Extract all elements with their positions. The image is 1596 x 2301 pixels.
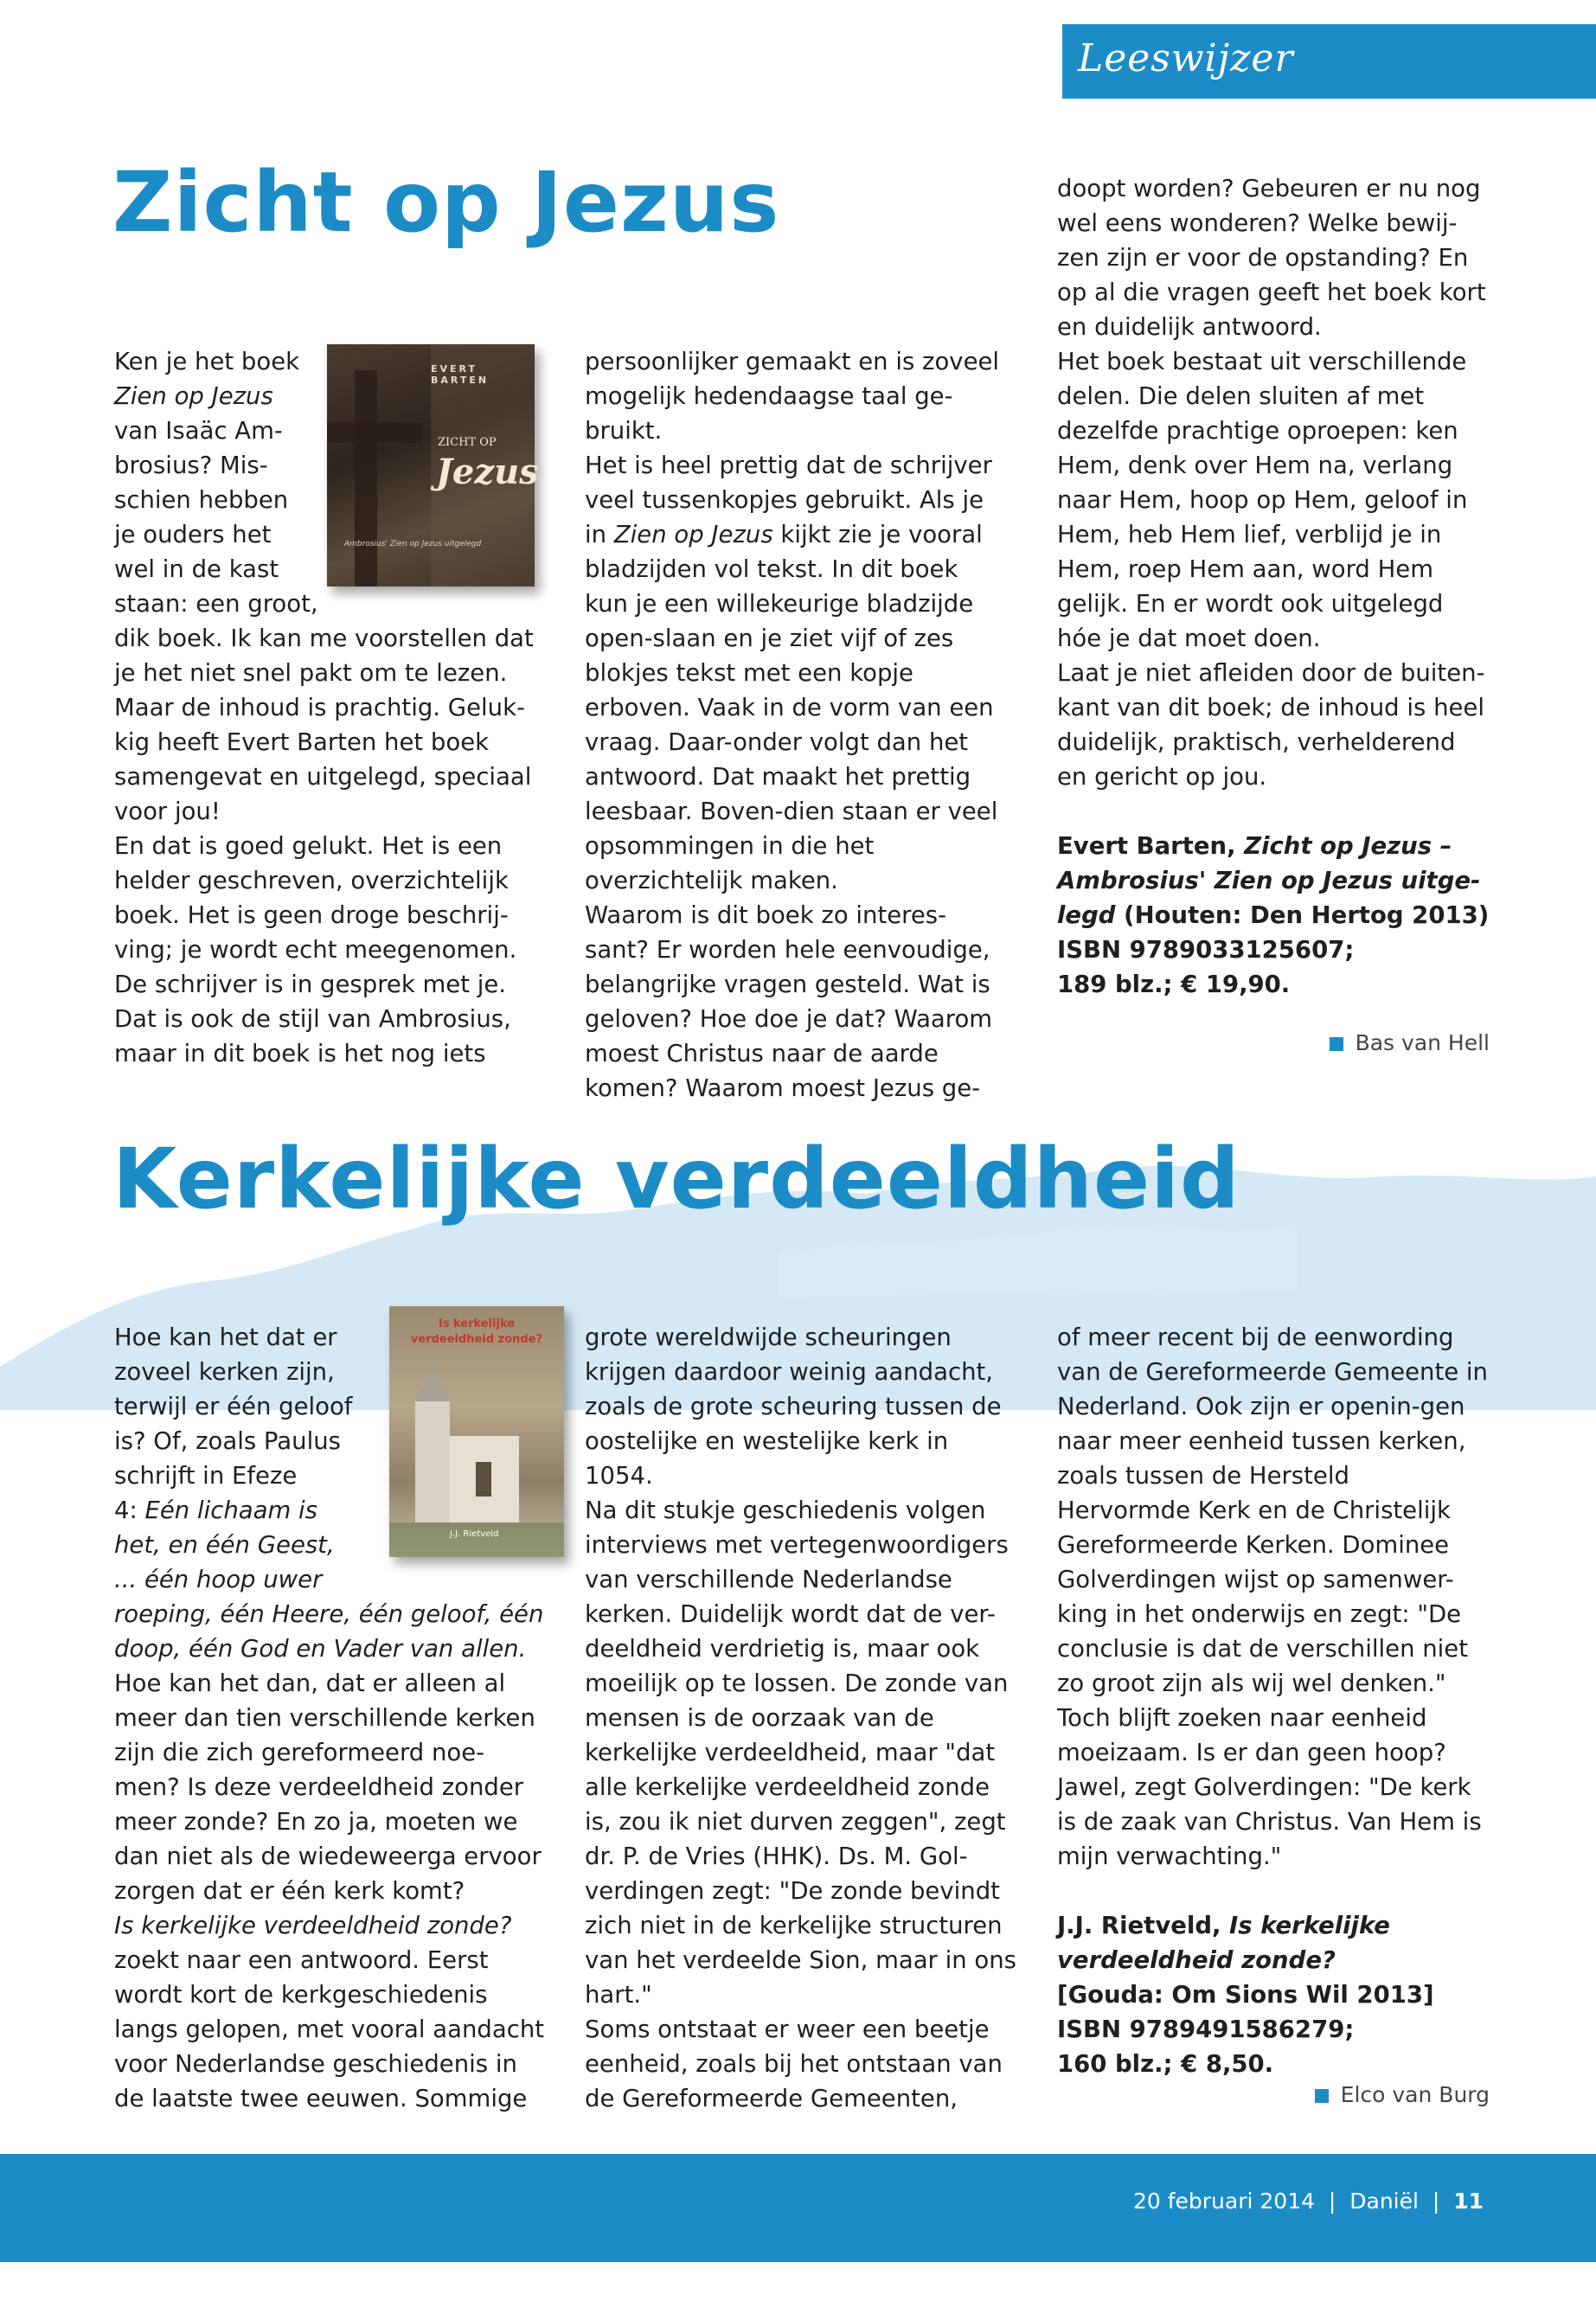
- text-line: van Isaäc Am-: [114, 417, 283, 445]
- text-line: het, en één Geest,: [114, 1531, 335, 1559]
- issue-date: 20 februari 2014: [1132, 2189, 1316, 2214]
- square-bullet-icon: [1315, 2089, 1329, 2103]
- paragraph: Laat je niet afleiden door de buiten-kant van dit boek; de inhoud is heel duidelijk, praktisch, verhelderend en gericht op jou.: [1057, 659, 1485, 791]
- byline: Elco van Burg: [1057, 2078, 1490, 2112]
- page-number: 11: [1453, 2189, 1484, 2214]
- paragraph: Na dit stukje geschiedenis volgen interviews met vertegenwoordigers van verschillende Nederlandse kerken. Duidelijk wordt dat de ver-deeldheid verdrietig is, maar ook moeilijk op te lossen. De zonde van mensen is de oorzaak van de kerkelijke verdeeldheid, maar "dat alle kerkelijke verdeeldheid zonde is, zou ik niet durven zeggen", zegt dr. P. de Vries (HHK). Ds. M. Gol-verdingen zegt: "De zonde bevindt zich niet in de kerkelijke structuren van het verdeelde Sion, maar in ons hart.": [585, 1497, 1017, 2009]
- article2-title: Kerkelijke verdeeldheid: [112, 1131, 1240, 1227]
- text-line: staan: een groot,: [114, 590, 318, 618]
- article1-column-2: [585, 344, 1009, 1106]
- magazine-name: Daniël: [1349, 2189, 1419, 2214]
- article1-column-1: [114, 344, 547, 1071]
- text-line: is? Of, zoals Paulus: [114, 1427, 341, 1455]
- text-line: zoveel kerken zijn,: [114, 1358, 335, 1386]
- paragraph: Is kerkelijke verdeeldheid zonde? zoekt naar een antwoord. Eerst wordt kort de kerkgeschiedenis langs gelopen, met vooral aandacht voor Nederlandse geschiedenis in de laatste twee eeuwen. Sommige: [114, 1912, 545, 2112]
- cover-author: J.J. Rietveld: [450, 1529, 499, 1539]
- article1-title: Zicht op Jezus: [112, 154, 780, 251]
- paragraph: Het is heel prettig dat de schrijver veel tussenkopjes gebruikt. Als je in Zien op Jezus kijkt zie je vooral bladzijden vol tekst. In dit boek kun je een willekeurige bladzijde open-slaan en je ziet vijf of zes blokjes tekst met een kopje erboven. Vaak in de vorm van een vraag. Daar-onder volgt dan het antwoord. Dat maakt het prettig leesbaar. Boven-dien staan er veel opsommingen in die het overzichtelijk maken.: [585, 452, 998, 894]
- article2-column-3: [1057, 1320, 1490, 2112]
- footer-band: [0, 2154, 1596, 2262]
- paragraph: persoonlijker gemaakt en is zoveel mogelijk hedendaagse taal ge-bruikt.: [585, 348, 1000, 445]
- cover-title: Is kerkelijke verdeeldheid zonde?: [410, 1317, 543, 1346]
- paragraph: Hoe kan het dan, dat er alleen al meer dan tien verschillende kerken zijn die zich gereformeerd noe-men? Is deze verdeeldheid zonder meer zonde? En zo ja, moeten we dan niet als de wiedeweerga ervoor zorgen dat er één kerk komt?: [114, 1670, 542, 1905]
- paragraph: doopt worden? Gebeuren er nu nog wel eens wonderen? Welke bewij-zen zijn er voor de opstanding? En op al die vragen geeft het boek kort en duidelijk antwoord.: [1057, 175, 1486, 341]
- text-line: je ouders het: [114, 521, 272, 548]
- paragraph: En dat is goed gelukt. Het is een helder geschreven, overzichtelijk boek. Het is geen droge beschrij-ving; je wordt echt meegenomen. De schrijver is in gesprek met je. Dat is ook de stijl van Ambrosius, maar in dit boek is het nog iets: [114, 832, 517, 1067]
- text-line: Ken je het boek: [114, 348, 300, 375]
- section-label: Leeswijzer: [1078, 36, 1294, 80]
- paragraph: Het boek bestaat uit verschillende delen. Die delen sluiten af met dezelfde prachtige oproepen: ken Hem, denk over Hem na, verlang naar Hem, hoop op Hem, geloof in Hem, heb Hem lief, verblijd je in Hem, roep Hem aan, word Hem gelijk. En er wordt ook uitgelegd hóe je dat moet doen.: [1057, 348, 1468, 652]
- article1-column-3: [1057, 171, 1490, 1061]
- article2-column-2: [585, 1320, 1017, 2116]
- article1-title-wrap: [112, 154, 780, 251]
- footer-info: 20 februari 2014 | Daniël | 11: [1132, 2189, 1484, 2214]
- text-line: schrijft in Efeze: [114, 1462, 298, 1490]
- section-header: [1062, 24, 1596, 99]
- text-line: schien hebben: [114, 486, 289, 514]
- cover-subtitle: Ambrosius' Zien op Jezus uitgelegd: [344, 540, 482, 548]
- text-line: Zien op Jezus: [114, 382, 273, 410]
- cover-title-small: ZICHT OP: [438, 436, 497, 449]
- square-bullet-icon: [1330, 1037, 1343, 1051]
- text-line: 4: Eén lichaam is: [114, 1497, 318, 1524]
- cover-title-big: Jezus: [436, 452, 539, 492]
- book-reference: Evert Barten, Zicht op Jezus – Ambrosius' Zien op Jezus uitge-legd (Houten: Den Hertog 2013) ISBN 9789033125607; 189 blz.; € 19,90.: [1057, 832, 1490, 998]
- quote: roeping, één Heere, één geloof, één doop, één God en Vader van allen.: [114, 1600, 544, 1663]
- text-line: Hoe kan het dat er: [114, 1324, 337, 1351]
- paragraph: grote wereldwijde scheuringen krijgen daardoor weinig aandacht, zoals de grote scheuring tussen de oostelijke en westelijke kerk in 1054.: [585, 1324, 1002, 1490]
- book-title-inline: Zien op Jezus: [613, 521, 773, 548]
- text-line: wel in de kast: [114, 555, 279, 583]
- text-line: ... één hoop uwer: [114, 1566, 323, 1593]
- cover-author: EVERT BARTEN: [431, 363, 490, 386]
- paragraph: Waarom is dit boek zo interes-sant? Er worden hele eenvoudige, belangrijke vragen gesteld. Wat is geloven? Hoe doe je dat? Waarom moest Christus naar de aarde komen? Waarom moest Jezus ge-: [585, 901, 993, 1102]
- text-line: terwijl er één geloof: [114, 1393, 353, 1420]
- book-reference: J.J. Rietveld, Is kerkelijke verdeeldheid zonde? [Gouda: Om Sions Wil 2013] ISBN 9789491586279; 160 blz.; € 8,50.: [1057, 1912, 1434, 2078]
- article2-column-1: [114, 1320, 547, 2116]
- paragraph: of meer recent bij de eenwording van de Gereformeerde Gemeente in Nederland. Ook zijn er openin-gen naar meer eenheid tussen kerken, zoals tussen de Hersteld Hervormde Kerk en de Christelijk Gereformeerde Kerken. Dominee Golverdingen wijst op samenwer-king in het onderwijs en zegt: "De conclusie is dat de verschillen niet zo groot zijn als wij wel denken." Toch blijft zoeken naar eenheid moeizaam. Is er dan geen hoop? Jawel, zegt Golverdingen: "De kerk is de zaak van Christus. Van Hem is mijn verwachting.": [1057, 1324, 1488, 1870]
- text-line: brosius? Mis-: [114, 452, 268, 479]
- article2-title-wrap: [112, 1131, 1240, 1227]
- paragraph: dik boek. Ik kan me voorstellen dat je het niet snel pakt om te lezen. Maar de inhoud is prachtig. Geluk-kig heeft Evert Barten het boek samengevat en uitgelegd, speciaal voor jou!: [114, 625, 534, 825]
- paragraph: Soms ontstaat er weer een beetje eenheid, zoals bij het ontstaan van de Gereformeerde Gemeenten,: [585, 2016, 1003, 2112]
- byline: Bas van Hell: [1057, 1026, 1490, 1061]
